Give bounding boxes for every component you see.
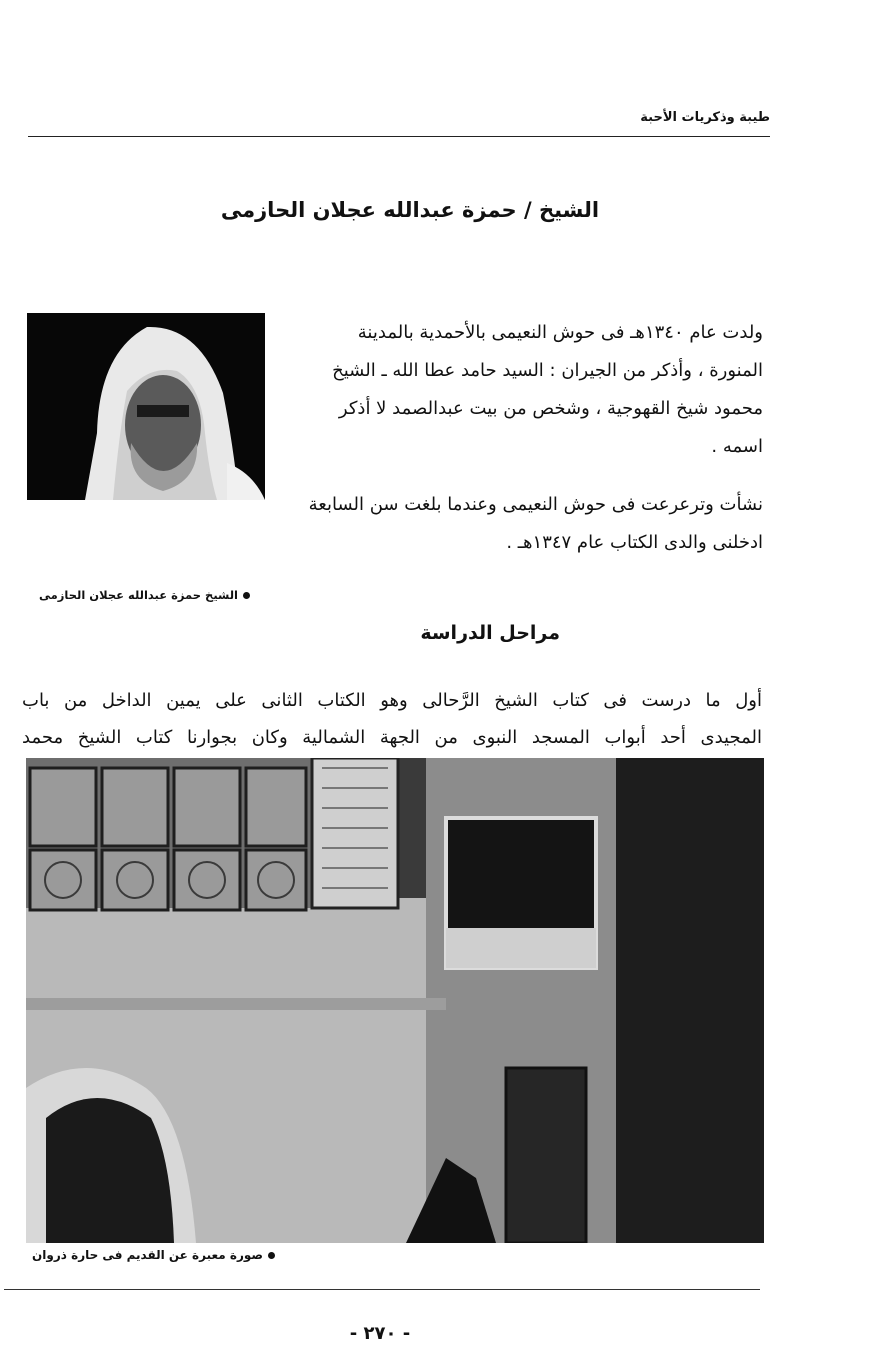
intro-paragraph: ولدت عام ١٣٤٠هـ فى حوش النعيمى بالأحمدية بالمدينة المنورة ، وأذكر من الجيران : السيد حامد عطا الله ـ الشيخ محمود شيخ القهوجية ، وشخص من بيت عبدالصمد لا أذكر اسمه . <box>332 322 763 457</box>
page-title: الشيخ / حمزة عبدالله عجلان الحازمى <box>220 198 600 222</box>
intro-text <box>305 314 763 582</box>
bullet-icon <box>243 592 250 599</box>
header-rule <box>28 136 770 137</box>
portrait-caption <box>20 588 250 602</box>
intro-paragraph: نشأت وترعرعت فى حوش النعيمى وعندما بلغت سن السابعة ادخلنى والدى الكتاب عام ١٣٤٧هـ . <box>308 494 763 553</box>
portrait-photo <box>27 313 265 500</box>
section-heading: مراحل الدراسة <box>420 622 560 644</box>
page-number: - ٢٧٠ - <box>349 1323 411 1344</box>
photo-caption <box>25 1248 275 1262</box>
running-header: طيبة وذكريات الأحبة <box>640 110 770 125</box>
body-line: أول ما درست فى كتاب الشيخ الرَّحالى وهو الكتاب الثانى على يمين الداخل من باب <box>22 690 762 711</box>
body-line: المجيدى أحد أبواب المسجد النبوى من الجهة الشمالية وكان بجوارنا كتاب الشيخ محمد <box>22 727 762 748</box>
street-photo <box>26 758 764 1243</box>
photo-caption-text: صورة معبرة عن القديم فى حارة ذروان <box>32 1248 263 1262</box>
bullet-icon <box>268 1252 275 1259</box>
portrait-caption-text: الشيخ حمزة عبدالله عجلان الحازمى <box>39 588 238 602</box>
footer-rule <box>4 1289 760 1290</box>
section-body <box>22 682 762 756</box>
